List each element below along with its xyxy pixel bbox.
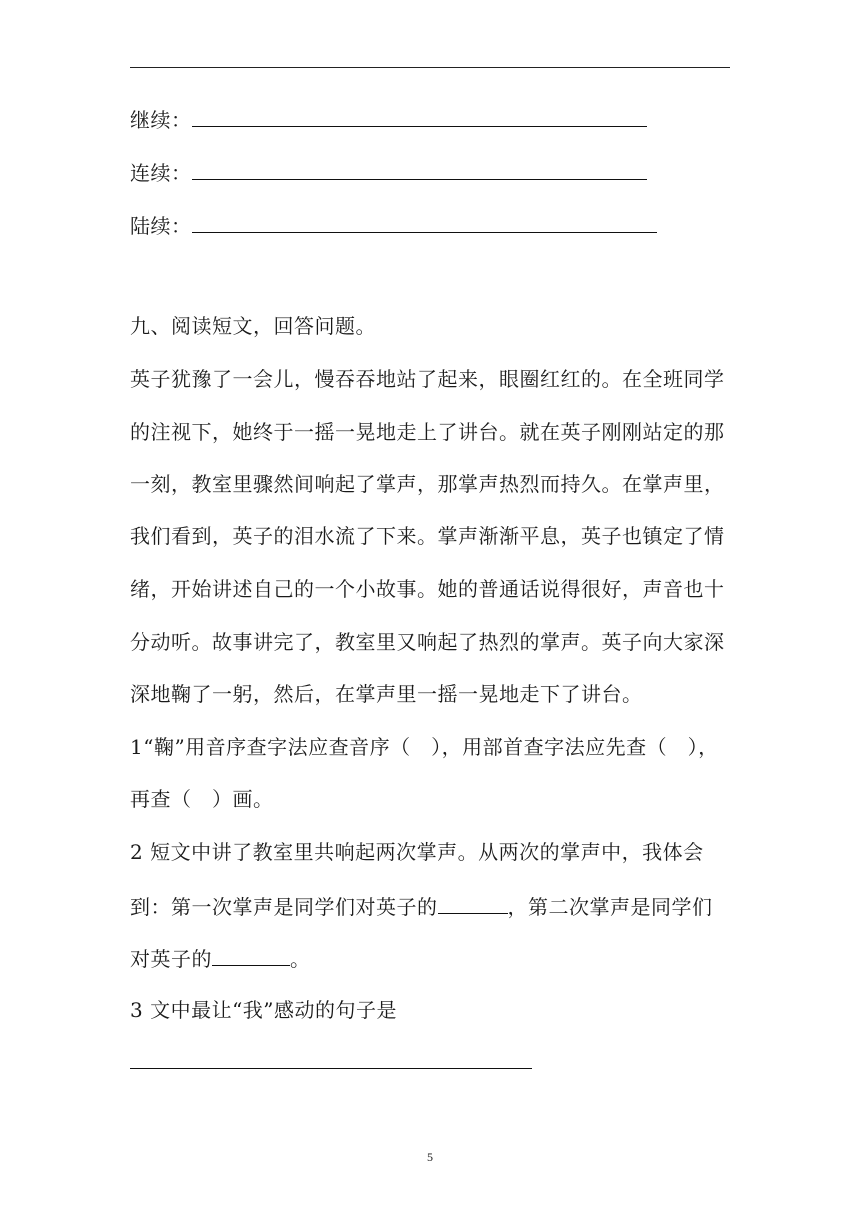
- word-line-jixu: [130, 106, 647, 132]
- section-title: 九、阅读短文，回答问题。: [130, 314, 376, 338]
- question-3-line-1: 3 文中最让“我”感动的句子是: [130, 998, 398, 1022]
- question-text: ，第二次掌声是同学们: [507, 895, 713, 919]
- answer-blank[interactable]: [192, 106, 647, 127]
- question-1-line-2: 再查（ ）画。: [130, 787, 274, 811]
- passage-line: 英子犹豫了一会儿，慢吞吞地站了起来，眼圈红红的。在全班同学: [130, 367, 725, 391]
- passage-line: 绪，开始讲述自己的一个小故事。她的普通话说得很好，声音也十: [130, 577, 725, 601]
- passage-line: 一刻，教室里骤然间响起了掌声，那掌声热烈而持久。在掌声里，: [130, 472, 725, 496]
- word-line-lianxu: [130, 159, 647, 185]
- answer-blank[interactable]: [212, 945, 290, 966]
- answer-blank[interactable]: [192, 159, 647, 180]
- question-1-line-1: 1“鞠”用音序查字法应查音序（ ），用部首查字法应先查（ ），: [130, 735, 719, 759]
- passage-line: 分动听。故事讲完了，教室里又响起了热烈的掌声。英子向大家深: [130, 630, 725, 654]
- page-number: 5: [427, 1150, 433, 1164]
- passage-line: 深地鞠了一躬，然后，在掌声里一摇一晃地走下了讲台。: [130, 682, 643, 706]
- question-2-line-3: [130, 945, 311, 971]
- word-line-luxu: [130, 212, 657, 238]
- question-text: 。: [290, 947, 311, 971]
- word-label: 继续：: [130, 108, 192, 132]
- passage-line: 的注视下，她终于一摇一晃地走上了讲台。就在英子刚刚站定的那: [130, 420, 725, 444]
- passage-line: 我们看到，英子的泪水流了下来。掌声渐渐平息，英子也镇定了情: [130, 524, 725, 548]
- question-2-line-2: [130, 893, 713, 919]
- answer-line[interactable]: [130, 1068, 532, 1069]
- answer-blank[interactable]: [438, 893, 508, 914]
- word-label: 连续：: [130, 161, 192, 185]
- header-rule: [130, 67, 730, 68]
- question-2-line-1: 2 短文中讲了教室里共响起两次掌声。从两次的掌声中，我体会: [130, 840, 704, 864]
- question-text: 对英子的: [130, 947, 212, 971]
- answer-blank[interactable]: [192, 212, 657, 233]
- word-label: 陆续：: [130, 214, 192, 238]
- question-text: 到：第一次掌声是同学们对英子的: [130, 895, 438, 919]
